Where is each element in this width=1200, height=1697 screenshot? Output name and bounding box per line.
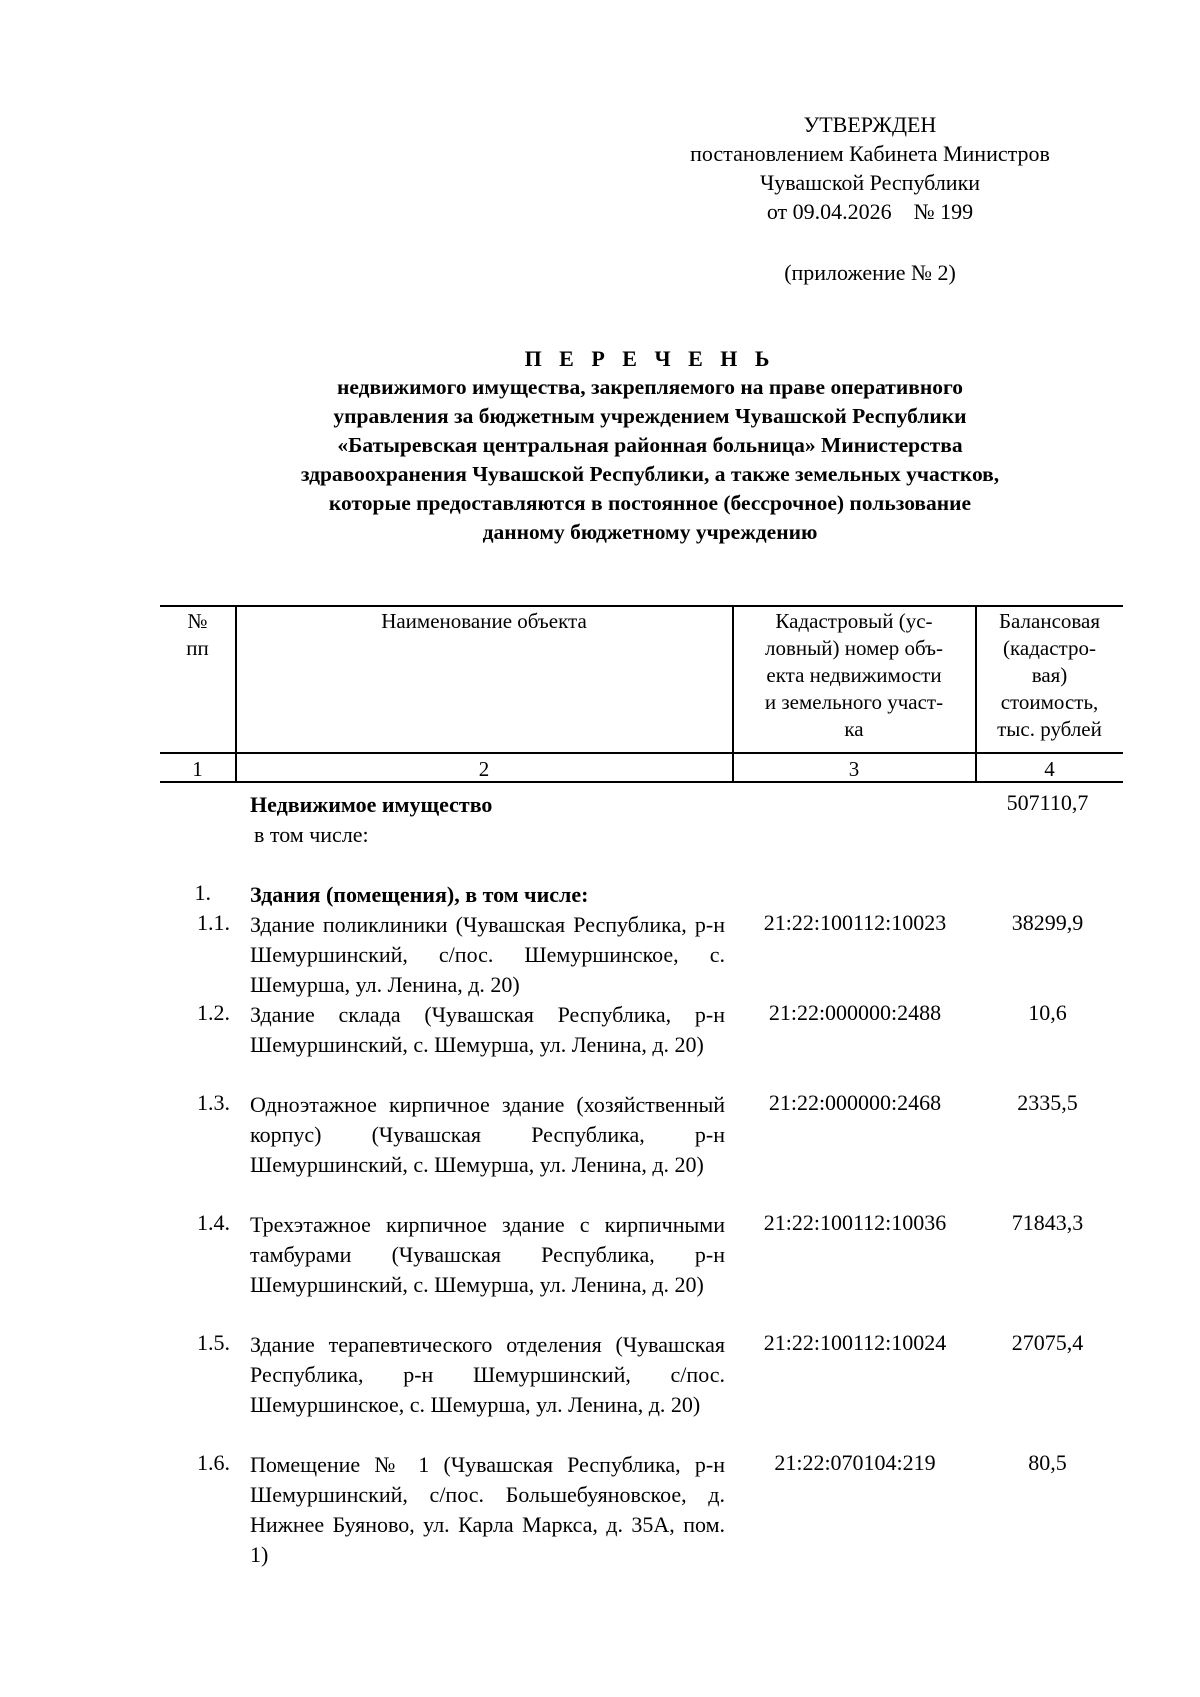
row-name: Здание склада (Чувашская Республика, р-н Шемуршинский, с. Шемурша, ул. Ленина, д. 20) (250, 1002, 725, 1057)
section-total: 507110,7 (1006, 790, 1089, 815)
header-value-line: тыс. рублей (997, 717, 1102, 741)
header-num (160, 608, 235, 662)
row-value: 10,6 (1028, 1000, 1067, 1025)
row-value: 2335,5 (1017, 1090, 1078, 1115)
row-value: 38299,9 (1011, 910, 1084, 935)
section-title: Недвижимое имущество (250, 792, 493, 817)
row-cadastral: 21:22:100112:10036 (763, 1210, 947, 1235)
header-name: Наименование объекта (381, 609, 587, 633)
header-value-line: стоимость, (1000, 690, 1099, 714)
header-cadastral (733, 608, 975, 743)
group-title: Здания (помещения), в том числе: (250, 882, 589, 907)
row-number: 1.2. (197, 1000, 230, 1025)
section-subtitle: в том числе: (254, 822, 369, 847)
row-cadastral: 21:22:070104:219 (774, 1450, 936, 1475)
table-header-divider (160, 752, 1123, 754)
row-name: Трехэтажное кирпичное здание с кирпичными тамбурами (Чувашская Республика, р-н Шемуршинский, с. Шемурша, ул. Ленина, д. 20) (250, 1212, 725, 1297)
annex-label: (приложение № 2) (784, 260, 956, 285)
subtitle-line: управления за бюджетным учреждением Чувашской Республики (333, 404, 967, 428)
approval-title: УТВЕРЖДЕН (803, 112, 937, 137)
row-number: 1.4. (197, 1210, 230, 1235)
row-value: 80,5 (1028, 1450, 1067, 1475)
row-value: 27075,4 (1011, 1330, 1084, 1355)
header-value-line: вая) (1031, 663, 1068, 687)
header-cadastral-line: ка (844, 717, 864, 741)
row-value: 71843,3 (1011, 1210, 1084, 1235)
row-number: 1.1. (197, 910, 230, 935)
header-value (976, 608, 1123, 743)
approval-region: Чувашской Республики (759, 170, 981, 195)
column-number: 4 (1044, 757, 1055, 781)
row-name: Помещение № 1 (Чувашская Республика, р-н Шемуршинский, с/пос. Большебуяновское, д. Нижнее Буяново, ул. Карла Маркса, д. 35А, пом. 1) (250, 1452, 725, 1567)
subtitle-line: которые предоставляются в постоянное (бессрочное) пользование (328, 491, 972, 515)
row-name: Одноэтажное кирпичное здание (хозяйственный корпус) (Чувашская Республика, р-н Шемуршинский, с. Шемурша, ул. Ленина, д. 20) (250, 1092, 725, 1177)
header-num-line: № (187, 609, 208, 633)
header-cadastral-line: екта недвижимости (766, 663, 942, 687)
header-cadastral-line: и земельного участ- (764, 690, 944, 714)
row-cadastral: 21:22:100112:10024 (763, 1330, 947, 1355)
header-value-line: (кадастро- (1003, 636, 1096, 660)
approval-date-number: от 09.04.2026 № 199 (766, 199, 974, 224)
row-cadastral: 21:22:000000:2468 (768, 1090, 942, 1115)
row-number: 1.5. (197, 1330, 230, 1355)
group-number: 1. (194, 880, 211, 905)
subtitle-line: данному бюджетному учреждению (482, 520, 818, 544)
header-cadastral-line: ловный) номер объ- (765, 636, 943, 660)
approval-authority: постановлением Кабинета Министров (690, 141, 1050, 166)
subtitle-line: «Батыревская центральная районная больница» Министерства (337, 433, 963, 457)
column-number: 3 (848, 757, 860, 781)
column-number: 2 (478, 757, 490, 781)
subtitle-line: недвижимого имущества, закрепляемого на праве оперативного (337, 375, 963, 399)
row-name: Здание поликлиники (Чувашская Республика, р-н Шемуршинский, с/пос. Шемуршинское, с. Шемурша, ул. Ленина, д. 20) (250, 912, 725, 997)
subtitle-line: здравоохранения Чувашской Республики, а также земельных участков, (300, 462, 1000, 486)
row-name: Здание терапевтического отделения (Чувашская Республика, р-н Шемуршинский, с/пос. Шемуршинское, с. Шемурша, ул. Ленина, д. 20) (250, 1332, 725, 1417)
approval-block (640, 110, 1100, 226)
row-number: 1.3. (197, 1090, 230, 1115)
row-cadastral: 21:22:100112:10023 (763, 910, 947, 935)
document-subtitle (200, 373, 1100, 547)
document-title: П Е Р Е Ч Е Н Ь (524, 346, 776, 371)
row-number: 1.6. (197, 1450, 230, 1475)
column-number: 1 (192, 757, 203, 781)
row-cadastral: 21:22:000000:2488 (768, 1000, 942, 1025)
table-top-border (160, 605, 1123, 607)
header-cadastral-line: Кадастровый (ус- (775, 609, 933, 633)
header-value-line: Балансовая (998, 609, 1101, 633)
header-num-line: пп (186, 636, 209, 660)
